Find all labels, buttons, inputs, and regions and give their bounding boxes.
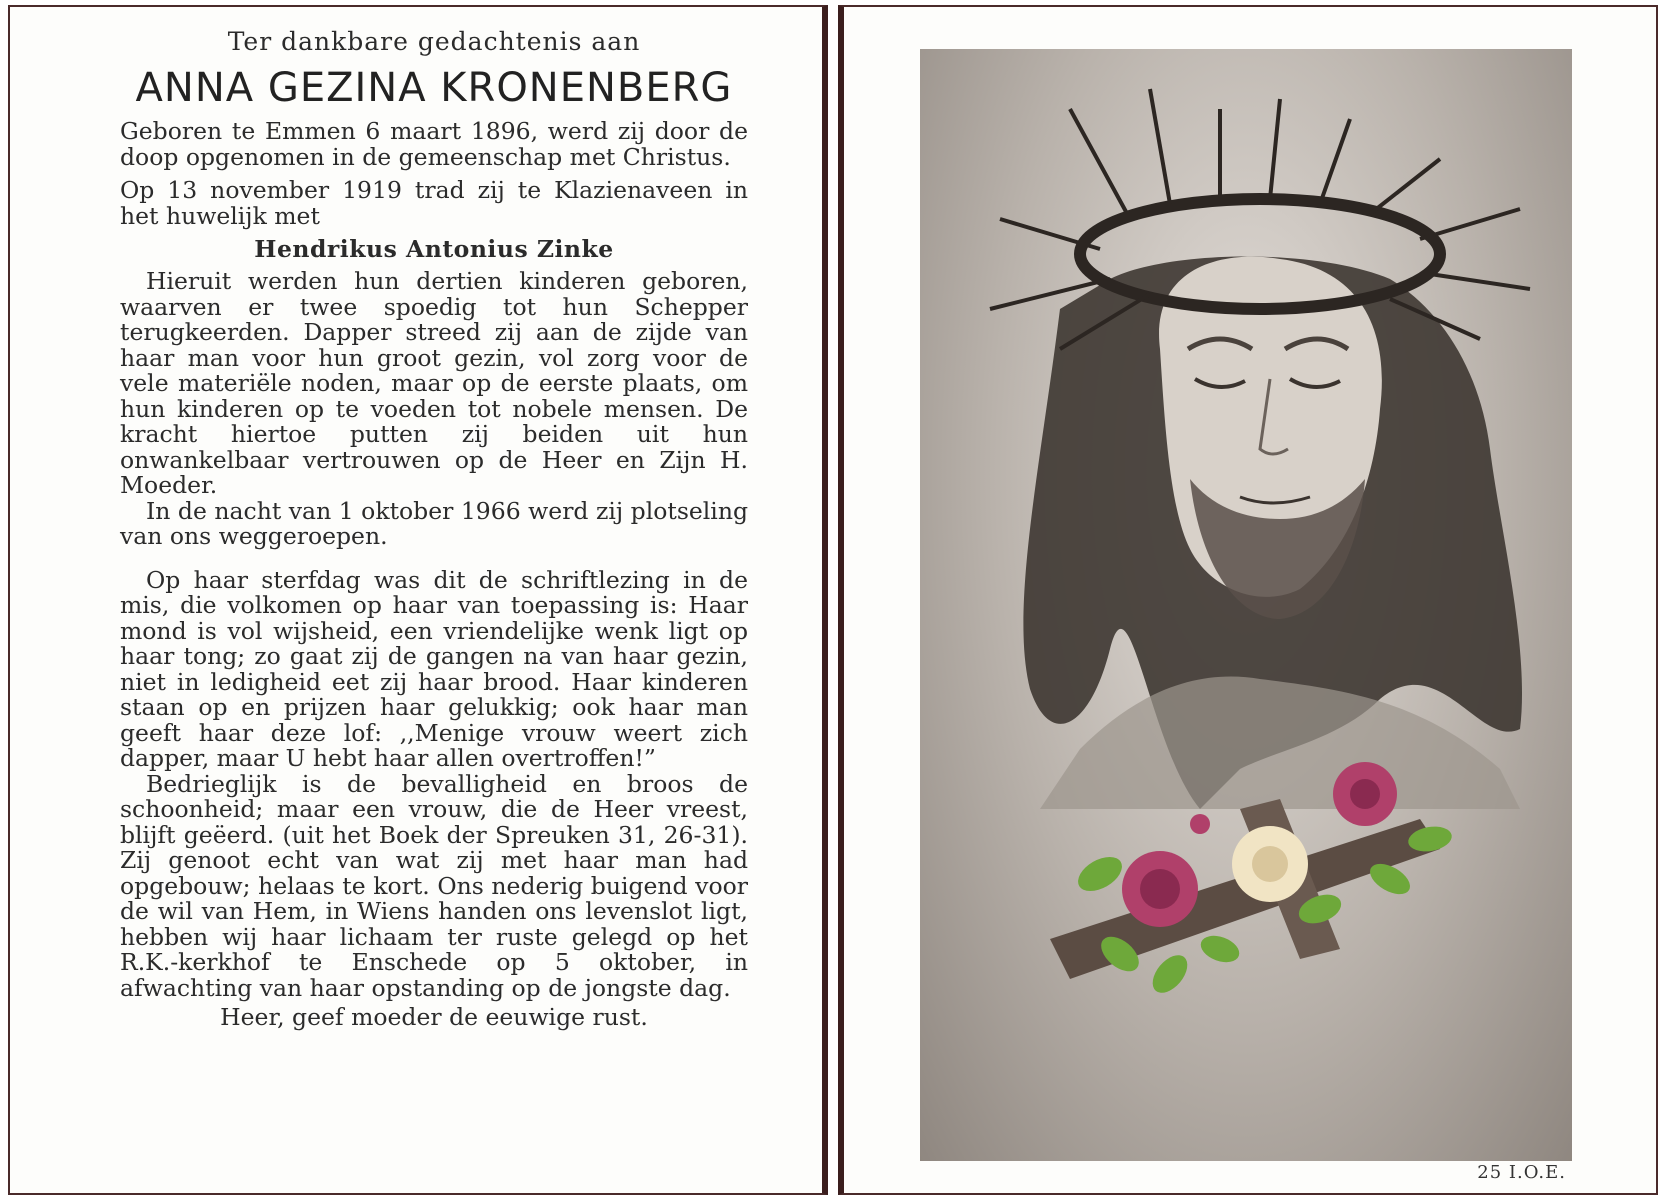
memorial-text-card bbox=[8, 5, 828, 1195]
biography bbox=[120, 119, 748, 1031]
dedication-header: Ter dankbare gedachtenis aan bbox=[227, 27, 641, 56]
closing-prayer: Heer, geef moeder de eeuwige rust. bbox=[220, 1003, 648, 1031]
death-paragraph: In de nacht van 1 oktober 1966 werd zij plotseling van ons weggeroepen. bbox=[120, 496, 748, 550]
marriage-paragraph: Op 13 november 1919 trad zij te Klazienaveen in het huwelijk met bbox=[120, 176, 748, 230]
print-code: 25 I.O.E. bbox=[1477, 1162, 1566, 1183]
birth-paragraph: Geboren te Emmen 6 maart 1896, werd zij door de doop opgenomen in de gemeenschap met Christus. bbox=[120, 117, 748, 171]
christ-crown-of-thorns-icon bbox=[920, 49, 1572, 1161]
proverbs-paragraph: Bedrieglijk is de bevalligheid en broos de schoonheid; maar een vrouw, die de Heer vreest, blijft geëerd. (uit het Boek der Spreuken 31, 26-31). Zij genoot echt van wat zij met haar man had opgebouw; helaas te kort. Ons nederig buigend voor de wil van Hem, in Wiens handen ons levenslot ligt, hebben wij haar lichaam ter ruste gelegd op het R.K.-kerkhof te Enschede op 5 oktober, in afwachting van haar opstanding op de jongste dag. bbox=[120, 769, 748, 1002]
shoulders bbox=[1040, 677, 1520, 809]
deceased-name: ANNA GEZINA KRONENBERG bbox=[135, 65, 733, 111]
devotional-illustration bbox=[920, 49, 1572, 1161]
devotional-image-card bbox=[838, 5, 1658, 1195]
spouse-name: Hendrikus Antonius Zinke bbox=[254, 235, 614, 263]
scripture-paragraph: Op haar sterfdag was dit de schriftlezing in de mis, die volkomen op haar van toepassing is: Haar mond is vol wijsheid, een vriendelijke wenk ligt op haar tong; zo gaat zij de gangen na van haar gezin, niet in ledigheid eet zij haar brood. Haar kinderen staan op en prijzen haar gelukkig; ook haar man geeft haar deze lof: ,,Menige vrouw weert zich dapper, maar U hebt haar allen overtroffen!” bbox=[120, 565, 748, 772]
family-paragraph: Hieruit werden hun dertien kinderen geboren, waarven er twee spoedig tot hun Schepper terugkeerden. Dapper streed zij aan de zijde van haar man voor hun groot gezin, vol zorg voor de vele materiële noden, maar op de eerste plaats, om hun kinderen op te voeden tot nobele mensen. De kracht hiertoe putten zij beiden uit hun onwankelbaar vertrouwen op de Heer en Zijn H. Moeder. bbox=[120, 267, 748, 499]
